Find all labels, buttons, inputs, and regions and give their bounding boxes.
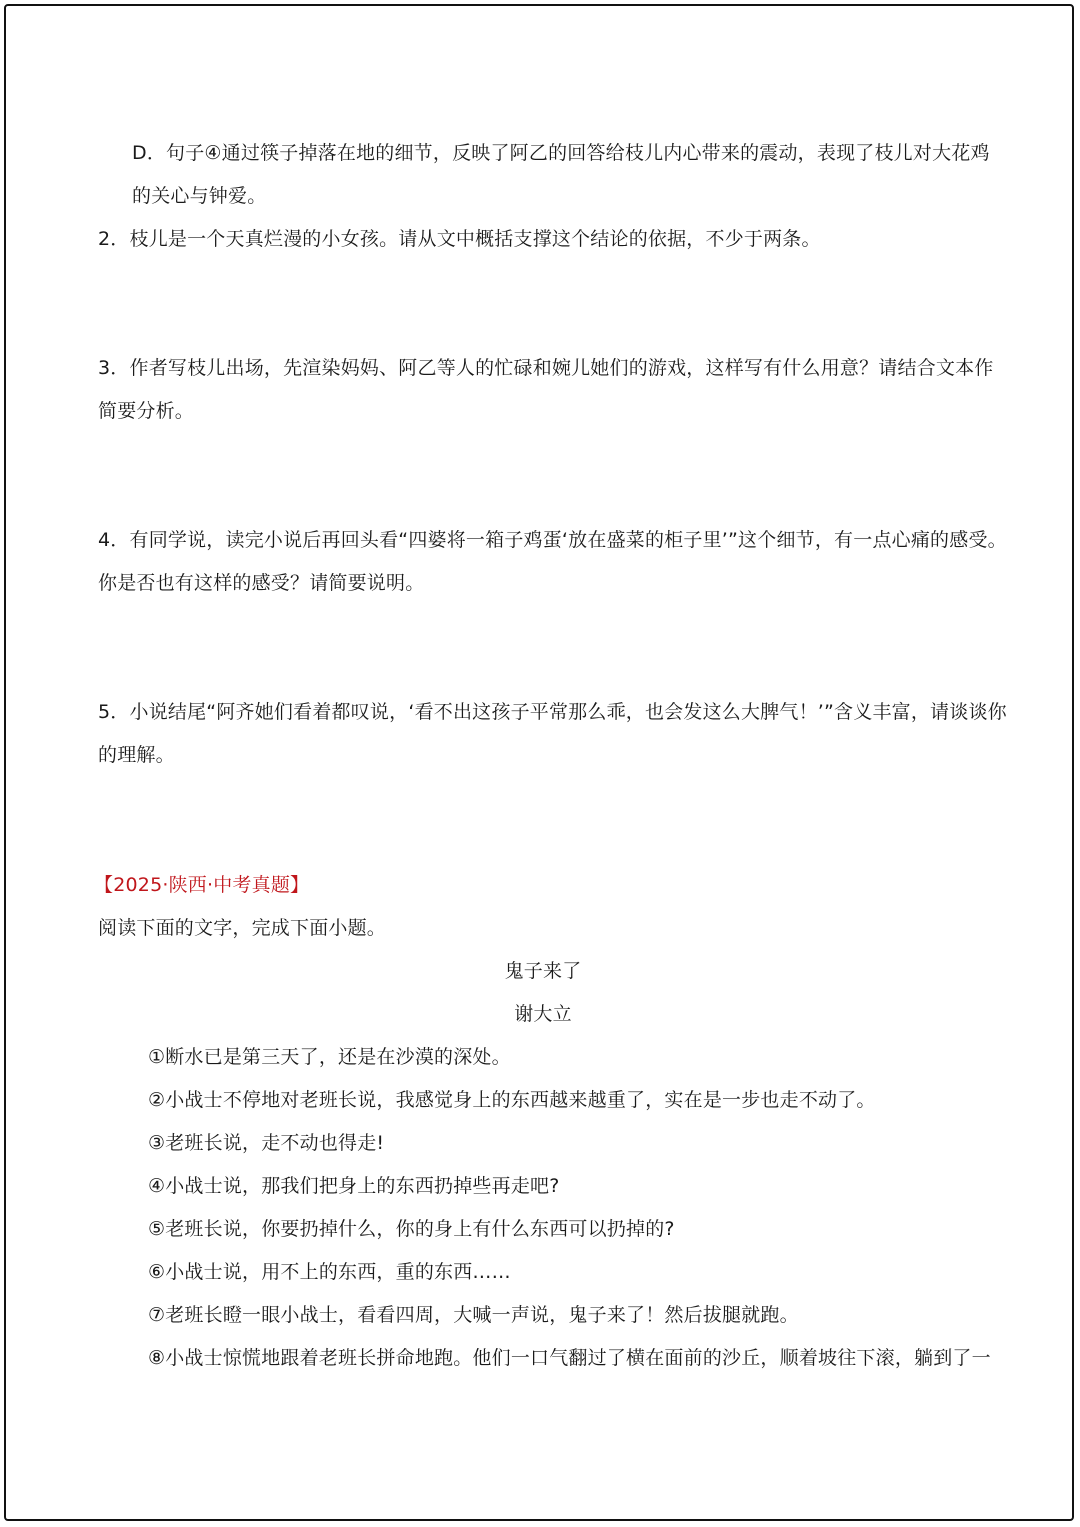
- question-2: 2．枝儿是一个天真烂漫的小女孩。请从文中概括支撑这个结论的依据，不少于两条。: [98, 228, 821, 250]
- article-title: 鬼子来了: [504, 960, 582, 982]
- question-4-line-1: 4．有同学说，读完小说后再回头看“四婆将一箱子鸡蛋‘放在盛菜的柜子里’”这个细节，有一点心痛的感受。: [98, 529, 1007, 551]
- article-author: 谢大立: [514, 1003, 572, 1025]
- question-5-line-2: 的理解。: [98, 744, 175, 766]
- question-5-line-1: 5．小说结尾“阿齐她们看着都叹说，‘看不出这孩子平常那么乖，也会发这么大脾气！’”含义丰富，请谈谈你: [98, 701, 1007, 723]
- article-paragraph: ①断水已是第三天了，还是在沙漠的深处。: [148, 1046, 511, 1068]
- article-paragraph: ③老班长说，走不动也得走!: [148, 1132, 385, 1154]
- document-content: [94, 132, 1007, 1380]
- option-d-line-2: 的关心与钟爱。: [132, 185, 267, 207]
- instruction: 阅读下面的文字，完成下面小题。: [98, 917, 387, 939]
- article-paragraph: ⑧小战士惊慌地跟着老班长拼命地跑。他们一口气翻过了横在面前的沙丘，顺着坡往下滚，躺到了一: [148, 1347, 991, 1369]
- article-paragraph: ⑤老班长说，你要扔掉什么，你的身上有什么东西可以扔掉的?: [148, 1218, 675, 1240]
- option-d-line-1: D．句子④通过筷子掉落在地的细节，反映了阿乙的回答给枝儿内心带来的震动，表现了枝儿对大花鸡: [132, 142, 990, 164]
- source-tag: 【2025·陕西·中考真题】: [94, 874, 310, 896]
- article-paragraph: ⑥小战士说，用不上的东西，重的东西……: [148, 1261, 511, 1283]
- article-paragraph: ⑦老班长瞪一眼小战士，看看四周，大喊一声说，鬼子来了！然后拔腿就跑。: [148, 1304, 799, 1326]
- article-paragraph: ②小战士不停地对老班长说，我感觉身上的东西越来越重了，实在是一步也走不动了。: [148, 1089, 876, 1111]
- article-paragraph: ④小战士说，那我们把身上的东西扔掉些再走吧?: [148, 1175, 560, 1197]
- question-4-line-2: 你是否也有这样的感受？请简要说明。: [98, 572, 425, 594]
- question-3-line-1: 3．作者写枝儿出场，先渲染妈妈、阿乙等人的忙碌和婉儿她们的游戏，这样写有什么用意？请结合文本作: [98, 357, 994, 379]
- question-3-line-2: 简要分析。: [98, 400, 195, 422]
